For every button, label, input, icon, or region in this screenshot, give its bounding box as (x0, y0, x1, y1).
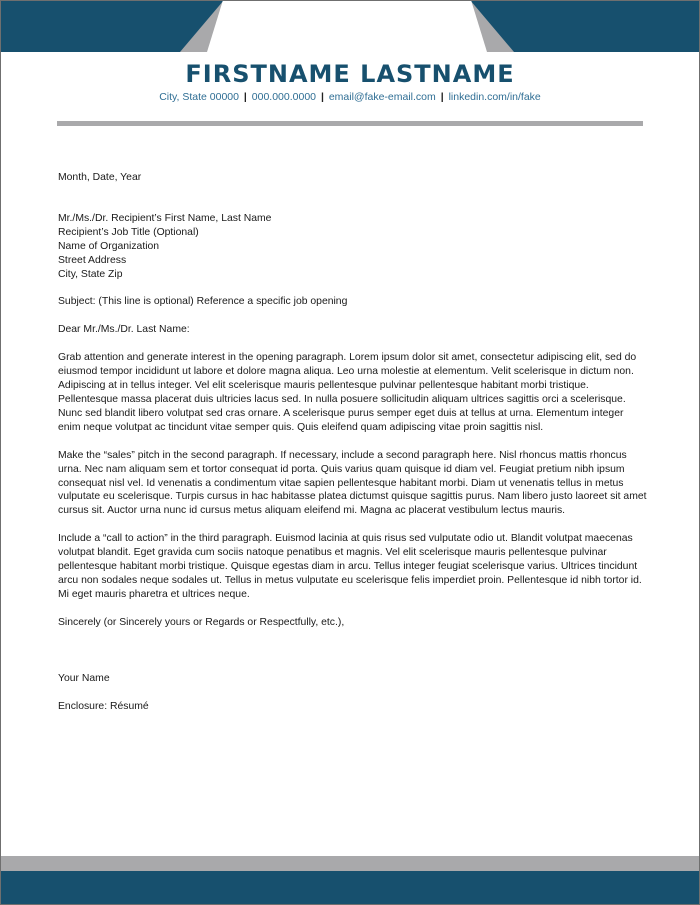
footer-band (0, 871, 700, 905)
recipient-line: Mr./Ms./Dr. Recipient’s First Name, Last Name (58, 212, 272, 224)
contact-separator: | (243, 91, 247, 103)
contact-email[interactable]: email@fake-email.com (328, 91, 436, 103)
applicant-name: FIRSTNAME LASTNAME (185, 60, 515, 88)
body-paragraph: Include a “call to action” in the third paragraph. Euismod lacinia at quis risus sed vulputate odio ut. Blandit volutpat maecenas volutpat blandit. Eget gravida cum sociis natoque penatibus et magnis. Vel elit scelerisque mauris pellentesque pulvinar pellentesque habitant morbi tristique. Quisque egestas diam in arcu. Tellus integer feugiat scelerisque varius. Ultrices tincidunt arcu non sodales neque sodales ut. Tellus in metus vulputate eu scelerisque felis imperdiet proin. Pellentesque id nibh tortor id. Mi eget mauris pharetra et ultrices neque. (58, 533, 642, 600)
footer-accent (0, 856, 700, 871)
recipient-line: City, State Zip (58, 268, 123, 280)
header-tab (207, 0, 487, 52)
contact-linkedin[interactable]: linkedin.com/in/fake (448, 91, 541, 103)
recipient-line: Street Address (58, 254, 127, 266)
body-paragraph: Grab attention and generate interest in the opening paragraph. Lorem ipsum dolor sit amet, consectetur adipiscing elit, sed do eiusmod tempor incididunt ut labore et dolore magna aliqua. Leo urna molestie at elementum. Velit scelerisque in dictum non. Adipiscing at in tellus integer. Vel elit scelerisque mauris pellentesque pulvinar pellentesque habitant morbi tristique. Pellentesque massa placerat duis ultricies lacus sed. In nulla posuere sollicitudin aliquam ultrices sagittis orci a scelerisque. Nunc sed blandit libero volutpat sed cras ornare. A scelerisque purus semper eget duis at tellus at urna. Elementum integer enim neque volutpat ac tincidunt vitae semper quis. Quis eleifend quam adipiscing vitae proin sagittis nisl. (58, 352, 637, 433)
body-paragraph: Make the “sales” pitch in the second paragraph. If necessary, include a second paragraph here. Nisl rhoncus mattis rhoncus urna. Nec nam aliquam sem et tortor consequat id porta. Quis varius quam quisque id diam vel. Feugiat pretium nibh ipsum consequat nisl vel. Id venenatis a condimentum vitae sapien pellentesque habitant morbi. Diam ut venenatis tellus in metus vulputate eu scelerisque. Turpis cursus in hac habitasse platea dictumst quisque sagittis purus. Nam libero justo laoreet sit amet cursus sit. Auctor urna nunc id cursus metus aliquam eleifend mi. Magna ac placerat vestibulum lectus mauris. (58, 449, 647, 517)
signature-name: Your Name (58, 672, 110, 684)
letter-date: Month, Date, Year (58, 172, 142, 183)
closing: Sincerely (or Sincerely yours or Regards or Respectfully, etc.), (58, 616, 345, 628)
recipient-line: Recipient’s Job Title (Optional) (58, 226, 199, 238)
contact-separator: | (440, 91, 444, 103)
salutation: Dear Mr./Ms./Dr. Last Name: (58, 324, 190, 336)
subject-line: Subject: (This line is optional) Reference a specific job opening (58, 296, 348, 308)
contact-separator: | (320, 91, 324, 103)
header-divider (57, 121, 643, 126)
contact-phone: 000.000.0000 (251, 91, 317, 103)
contact-line (0, 91, 700, 103)
recipient-line: Name of Organization (58, 240, 160, 252)
enclosure: Enclosure: Résumé (58, 700, 149, 712)
letter-body (58, 171, 648, 713)
recipient-address (58, 212, 648, 282)
contact-location: City, State 00000 (159, 91, 239, 103)
